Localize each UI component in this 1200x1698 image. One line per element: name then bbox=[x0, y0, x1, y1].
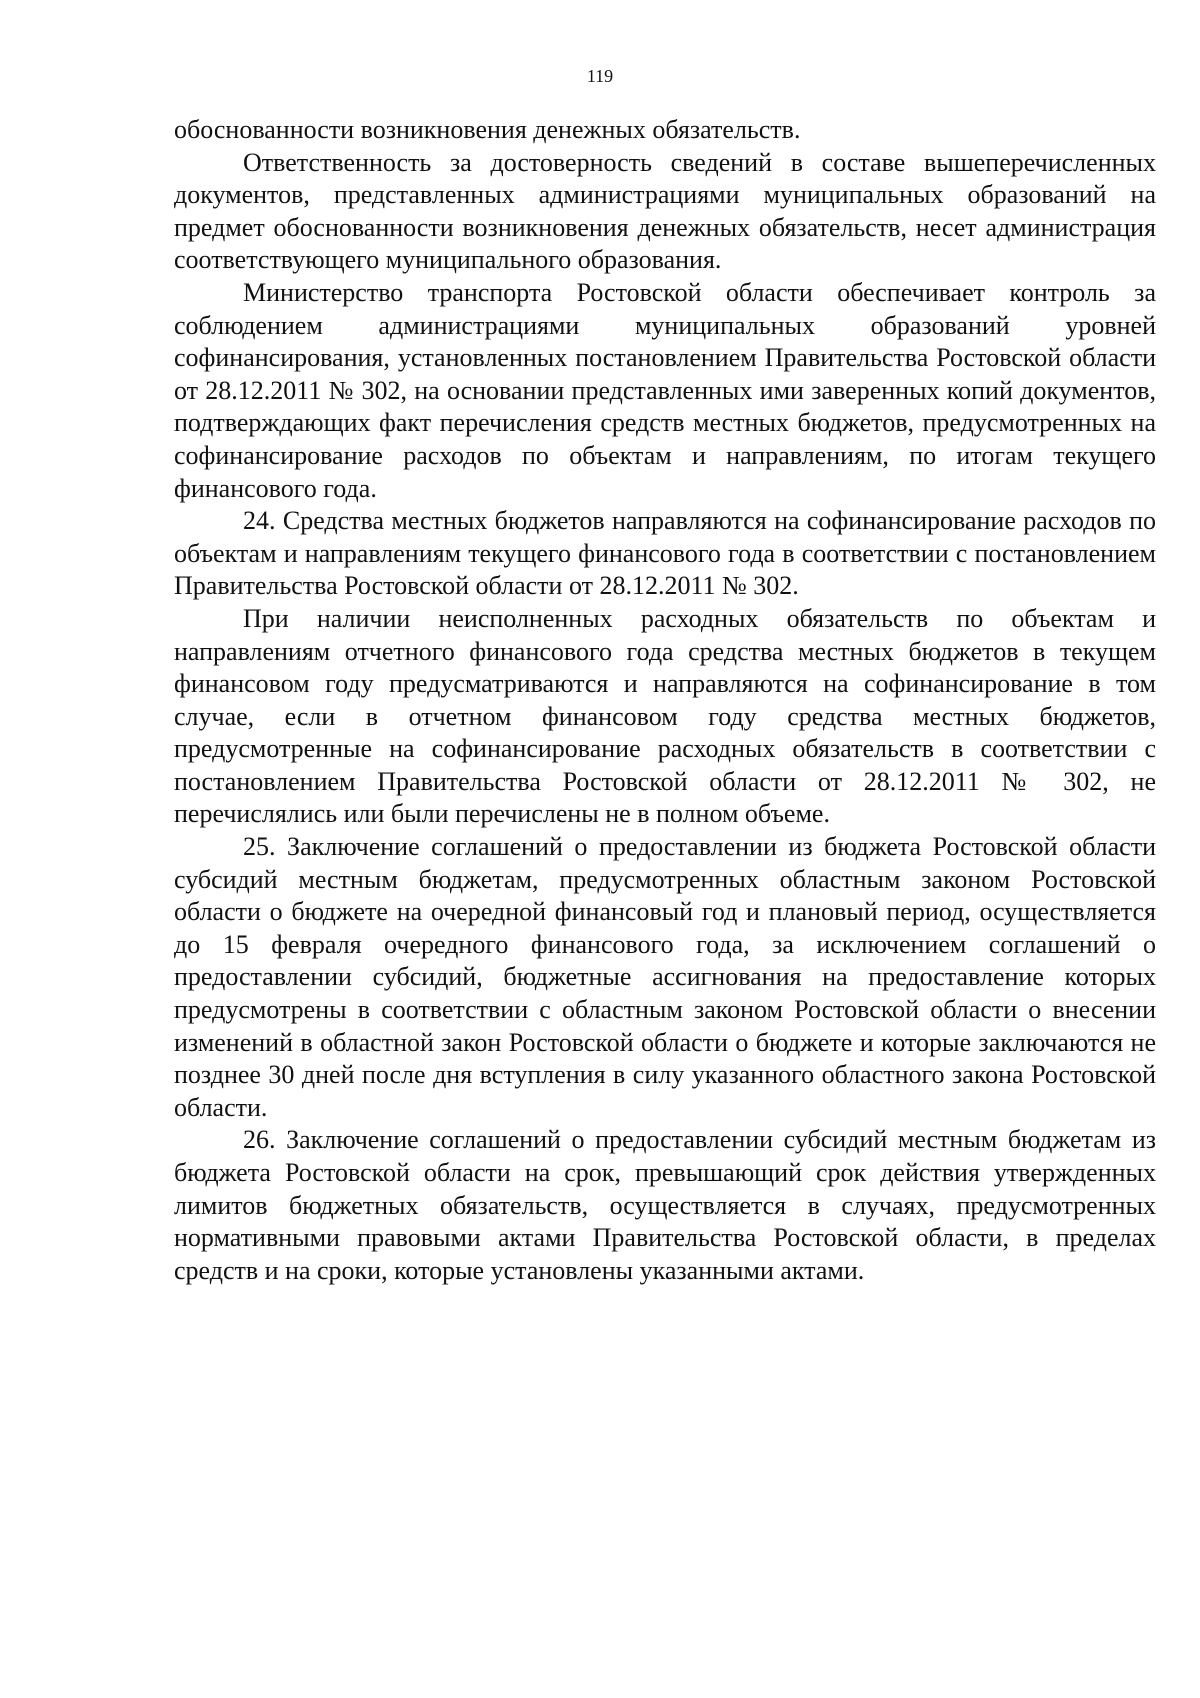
paragraph-responsibility: Ответственность за достоверность сведений в составе вышеперечисленных документов, представленных администрациями муниципальных образований на предмет обоснованности возникновения денежных обязательств, несет администрация соответствующего муниципального образования. bbox=[174, 147, 1156, 275]
paragraph-continuation: обоснованности возникновения денежных обязательств. bbox=[174, 115, 801, 144]
document-body bbox=[174, 114, 1156, 1287]
paragraph-ministry-control: Министерство транспорта Ростовской области обеспечивает контроль за соблюдением администрациями муниципальных образований уровней софинансирования, установленных постановлением Правительства Ростовской области от 28.12.2011 № 302, на основании представленных ими заверенных копий документов, подтверждающих факт перечисления средств местных бюджетов, предусмотренных на софинансирование расходов по объектам и направлениям, по итогам текущего финансового года. bbox=[174, 277, 1156, 503]
page-number: 119 bbox=[586, 66, 614, 86]
paragraph-clause-26: 26. Заключение соглашений о предоставлении субсидий местным бюджетам из бюджета Ростовской области на срок, превышающий срок действия утвержденных лимитов бюджетных обязательств, осуществляется в случаях, предусмотренных нормативными правовыми актами Правительства Ростовской области, в пределах средств и на сроки, которые установлены указанными актами. bbox=[174, 1125, 1156, 1285]
paragraph-unfulfilled-obligations: При наличии неисполненных расходных обязательств по объектам и направлениям отчетного финансового года средства местных бюджетов в текущем финансовом году предусматриваются и направляются на софинансирование в том случае, если в отчетном финансовом году средства местных бюджетов, предусмотренные на софинансирование расходных обязательств в соответствии с постановлением Правительства Ростовской области от 28.12.2011 № 302, не перечислялись или были перечислены не в полном объеме. bbox=[174, 603, 1156, 829]
paragraph-clause-24: 24. Средства местных бюджетов направляются на софинансирование расходов по объектам и направлениям текущего финансового года в соответствии с постановлением Правительства Ростовской области от 28.12.2011 № 302. bbox=[174, 506, 1156, 601]
paragraph-clause-25: 25. Заключение соглашений о предоставлении из бюджета Ростовской области субсидий местным бюджетам, предусмотренных областным законом Ростовской области о бюджете на очередной финансовый год и плановый период, осуществляется до 15 февраля очередного финансового года, за исключением соглашений о предоставлении субсидий, бюджетные ассигнования на предоставление которых предусмотрены в соответствии с областным законом Ростовской области о внесении изменений в областной закон Ростовской области о бюджете и которые заключаются не позднее 30 дней после дня вступления в силу указанного областного закона Ростовской области. bbox=[174, 832, 1156, 1122]
